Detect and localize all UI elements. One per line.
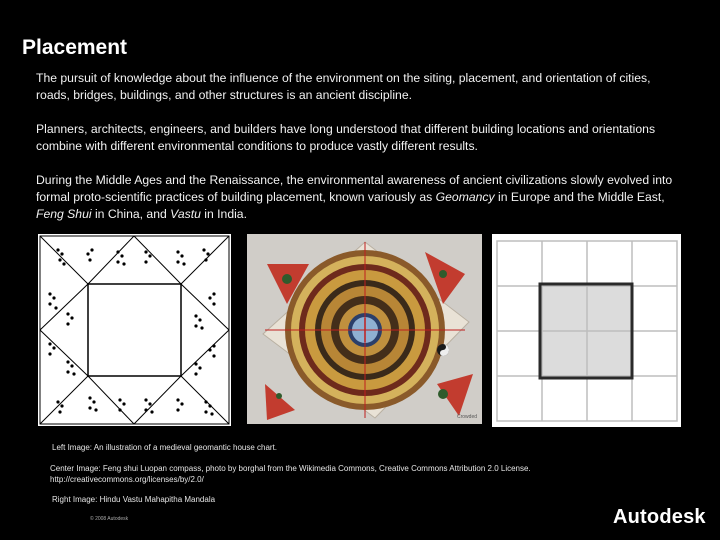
caption-right: Right Image: Hindu Vastu Mahapitha Mandala (52, 495, 216, 504)
caption-center: Center Image: Feng shui Luopan compass, photo by borghal from the Wikimedia Commons, Creative Commons Attribution 2.0 License. http://creativecommons.org/licenses/by/2.0/ (50, 464, 531, 484)
luopan-compass-photo (247, 234, 482, 424)
slide-title: Placement (22, 36, 128, 59)
paragraph-1: The pursuit of knowledge about the influence of the environment on the siting, placement, and orientation of cities, roads, bridges, buildings, and other structures is an ancient discipline. (36, 71, 651, 102)
paragraph-3 (36, 172, 686, 223)
paragraph-3-part-a: During the Middle Ages and the Renaissance, the environmental awareness of ancient civilizations slowly evolved into formal proto-scientific practices of building placement, known variously as (36, 173, 673, 204)
paragraph-2: Planners, architects, engineers, and builders have long understood that different building locations and orientations combine with different environmental conditions to produce vastly different results. (36, 122, 656, 153)
paragraph-3-part-c: in China, and (91, 207, 171, 221)
geomantic-chart-image (38, 234, 231, 426)
caption-left: Left Image: An illustration of a medieval geomantic house chart. (52, 443, 278, 452)
paragraph-3-part-b: in Europe and the Middle East, (494, 190, 665, 204)
term-geomancy: Geomancy (435, 190, 495, 204)
vastu-mandala-image (492, 234, 681, 427)
term-feng-shui: Feng Shui (36, 207, 92, 221)
term-vastu: Vastu (170, 207, 201, 221)
autodesk-logo: Autodesk (613, 506, 706, 528)
copyright-notice: © 2008 Autodesk (90, 516, 129, 522)
photo-credit: Crowded (457, 414, 478, 420)
paragraph-3-part-d: in India. (200, 207, 247, 221)
